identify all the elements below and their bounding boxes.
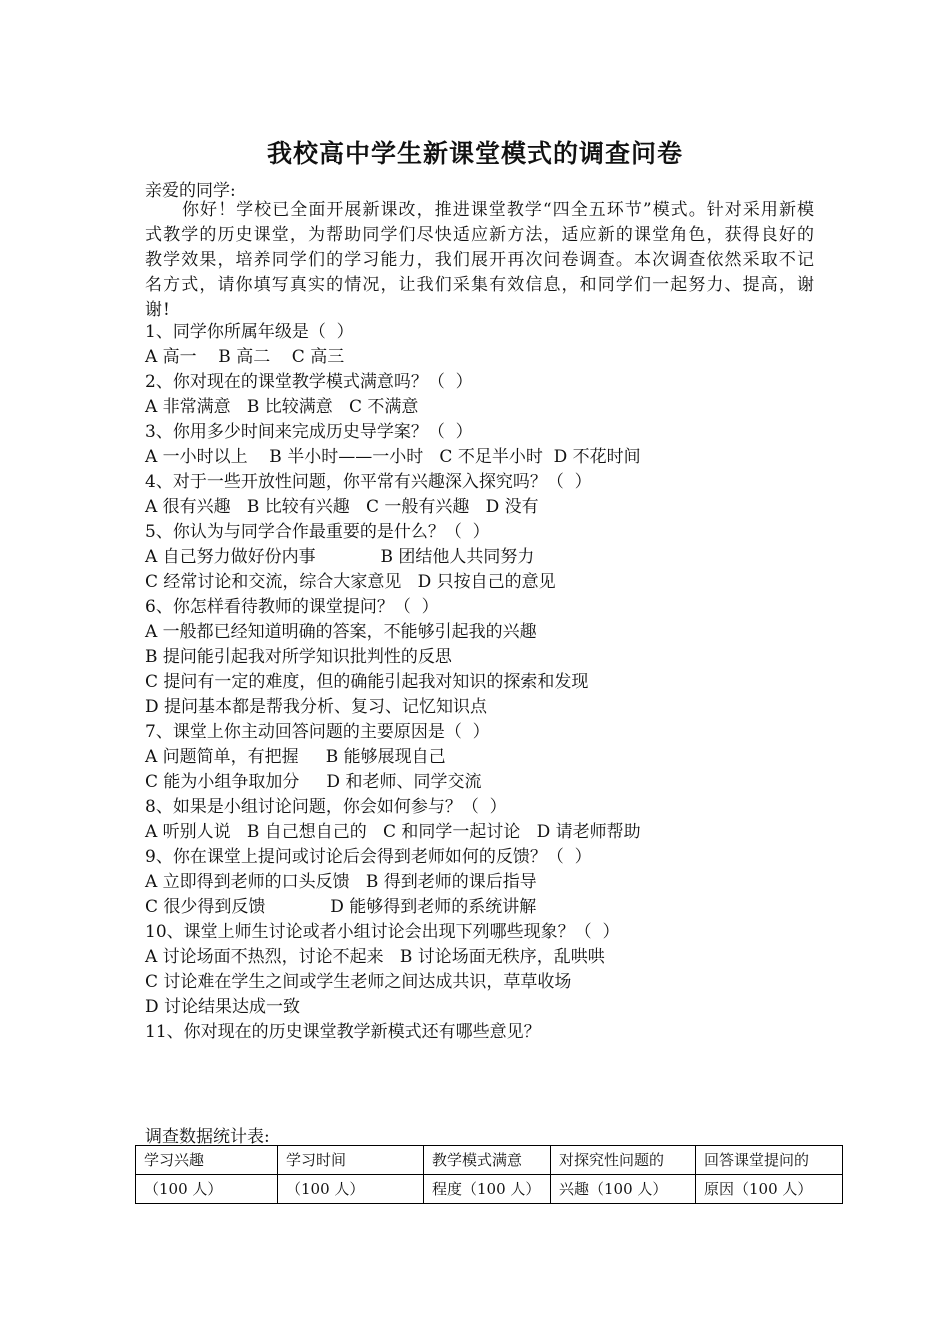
question-line: 1、同学你所属年级是（ ） (145, 322, 354, 342)
question-line: 5、你认为与同学合作最重要的是什么？（ ） (145, 522, 490, 542)
question-line: 4、对于一些开放性问题，你平常有兴趣深入探究吗？（ ） (145, 472, 592, 492)
question-line: 7、课堂上你主动回答问题的主要原因是（ ） (145, 722, 490, 742)
question-line: 8、如果是小组讨论问题，你会如何参与？（ ） (145, 797, 507, 817)
question-line: 11、你对现在的历史课堂教学新模式还有哪些意见？ (145, 1022, 541, 1042)
option-line: A 高一 B 高二 C 高三 (145, 347, 345, 367)
question-line: 3、你用多少时间来完成历史导学案？（ ） (145, 422, 473, 442)
option-line: A 讨论场面不热烈，讨论不起来 B 讨论场面无秩序，乱哄哄 (145, 947, 605, 967)
option-line: C 能为小组争取加分 D 和老师、同学交流 (145, 772, 482, 792)
table-cell: （100 人） (136, 1175, 278, 1204)
stats-table (135, 1145, 843, 1204)
option-line: B 提问能引起我对所学知识批判性的反思 (145, 647, 452, 667)
option-line: A 一小时以上 B 半小时——一小时 C 不足半小时 D 不花时间 (145, 447, 641, 467)
table-cell: 程度（100 人） (424, 1175, 551, 1204)
option-line: A 一般都已经知道明确的答案，不能够引起我的兴趣 (145, 622, 537, 642)
option-line: A 自己努力做好份内事 B 团结他人共同努力 (145, 547, 535, 567)
question-line: 9、你在课堂上提问或讨论后会得到老师如何的反馈？（ ） (145, 847, 592, 867)
option-line: D 讨论结果达成一致 (145, 997, 301, 1017)
option-line: A 听别人说 B 自己想自己的 C 和同学一起讨论 D 请老师帮助 (145, 822, 641, 842)
option-line: C 经常讨论和交流，综合大家意见 D 只按自己的意见 (145, 572, 556, 592)
table-cell: 原因（100 人） (696, 1175, 843, 1204)
table-cell: 学习兴趣 (136, 1146, 278, 1175)
option-line: C 讨论难在学生之间或学生老师之间达成共识，草草收场 (145, 972, 572, 992)
option-line: A 很有兴趣 B 比较有兴趣 C 一般有兴趣 D 没有 (145, 497, 539, 517)
option-line: D 提问基本都是帮我分析、复习、记忆知识点 (145, 697, 488, 717)
table-row (136, 1175, 843, 1204)
stats-table-label: 调查数据统计表: (145, 1127, 270, 1147)
table-cell: （100 人） (278, 1175, 424, 1204)
question-line: 2、你对现在的课堂教学模式满意吗？（ ） (145, 372, 473, 392)
table-header-row (136, 1146, 843, 1175)
option-line: A 立即得到老师的口头反馈 B 得到老师的课后指导 (145, 872, 537, 892)
table-cell: 教学模式满意 (424, 1146, 551, 1175)
greeting: 亲爱的同学: (145, 181, 236, 201)
document-title: 我校高中学生新课堂模式的调查问卷 (266, 139, 683, 168)
table-cell: 对探究性问题的 (551, 1146, 696, 1175)
table-cell: 学习时间 (278, 1146, 424, 1175)
option-line: A 非常满意 B 比较满意 C 不满意 (145, 397, 419, 417)
intro-paragraph: 你好！学校已全面开展新课改，推进课堂教学“四全五环节”模式。针对采用新模式教学的历史课堂，为帮助同学们尽快适应新方法，适应新的课堂角色，获得良好的教学效果，培养同学们的学习能力，我们展开再次问卷调查。本次调查依然采取不记名方式，请你填写真实的情况，让我们采集有效信息，和同学们一起努力、提高，谢谢! (145, 200, 815, 320)
option-line: A 问题简单，有把握 B 能够展现自己 (145, 747, 446, 767)
questionnaire (145, 320, 815, 1045)
question-line: 6、你怎样看待教师的课堂提问？（ ） (145, 597, 439, 617)
question-line: 10、课堂上师生讨论或者小组讨论会出现下列哪些现象？（ ） (145, 922, 620, 942)
table-cell: 回答课堂提问的 (696, 1146, 843, 1175)
option-line: C 提问有一定的难度，但的确能引起我对知识的探索和发现 (145, 672, 589, 692)
table-cell: 兴趣（100 人） (551, 1175, 696, 1204)
option-line: C 很少得到反馈 D 能够得到老师的系统讲解 (145, 897, 537, 917)
